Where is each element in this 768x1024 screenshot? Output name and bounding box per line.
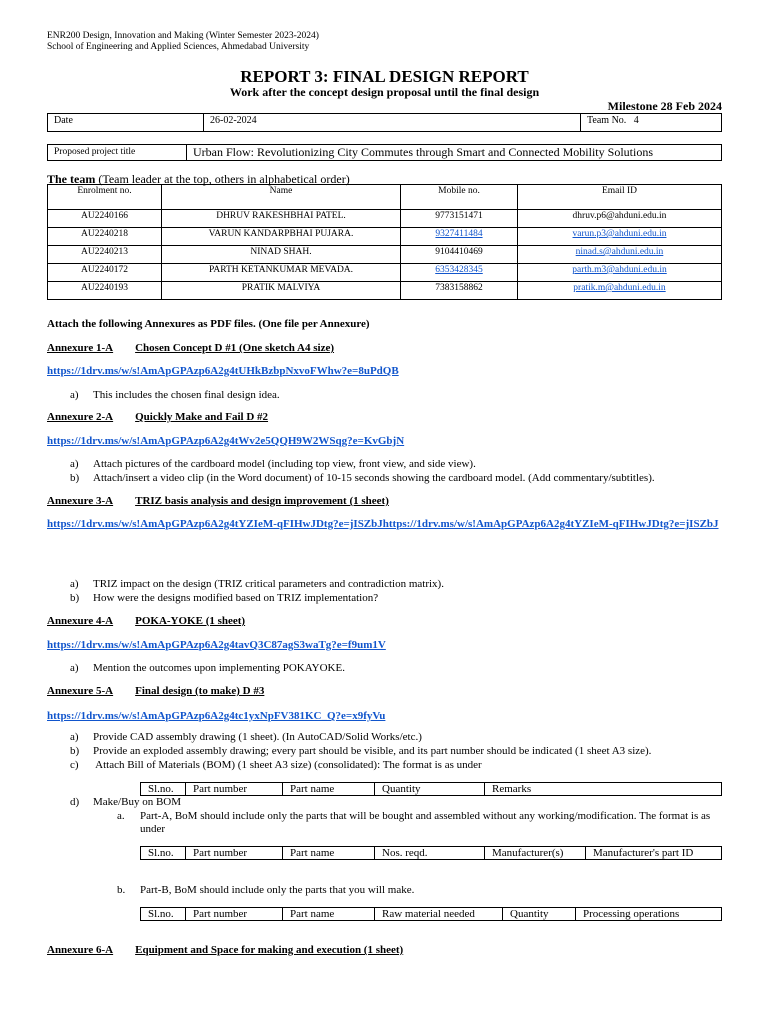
list-item: a) TRIZ impact on the design (TRIZ critical parameters and contradiction matrix). xyxy=(70,578,444,590)
list-item: c) Attach Bill of Materials (BOM) (1 sheet A3 size) (consolidated): The format is as under xyxy=(70,759,482,771)
team-no-cell xyxy=(581,114,722,132)
name-cell: NINAD SHAH. xyxy=(162,246,401,264)
list-item: b. Part-B, BoM should include only the parts that you will make. xyxy=(117,884,415,896)
enrolment-cell: AU2240193 xyxy=(48,282,162,300)
bom-col: Part number xyxy=(186,847,283,860)
bom-col: Sl.no. xyxy=(141,783,186,796)
annexure-number: Annexure 3-A xyxy=(47,495,114,507)
list-item: b) Attach/insert a video clip (in the Word document) of 10-15 seconds showing the cardboard model. (Add commentary/subtitles). xyxy=(70,472,655,484)
project-title-value: Urban Flow: Revolutionizing City Commutes through Smart and Connected Mobility Solutions xyxy=(187,145,722,161)
date-value: 26-02-2024 xyxy=(204,114,581,132)
email-cell xyxy=(518,264,722,282)
bom-col: Raw material needed xyxy=(375,908,503,921)
list-item: a) Mention the outcomes upon implementing POKAYOKE. xyxy=(70,662,345,674)
table-row xyxy=(141,783,722,796)
email-link[interactable]: pratik.m@ahduni.edu.in xyxy=(573,283,666,293)
mobile-cell: 9104410469 xyxy=(401,246,518,264)
bom-col: Part name xyxy=(283,783,375,796)
annexure-number: Annexure 4-A xyxy=(47,615,114,627)
report-subtitle: Work after the concept design proposal until the final design xyxy=(229,85,540,99)
annexure-title: Final design (to make) D #3 xyxy=(135,685,265,697)
email-cell xyxy=(518,282,722,300)
annexure-4a-heading xyxy=(47,615,245,627)
bom-format-table xyxy=(140,782,722,796)
annexure-6a-heading xyxy=(47,944,403,956)
bom-col: Manufacturer(s) xyxy=(485,847,586,860)
enrolment-cell: AU2240172 xyxy=(48,264,162,282)
list-item: a) This includes the chosen final design idea. xyxy=(70,389,280,401)
part-a-bom-table xyxy=(140,846,722,860)
course-name: ENR200 Design, Innovation and Making (Winter Semester 2023-2024) xyxy=(47,31,319,41)
phone-link[interactable]: 6353428345 xyxy=(435,265,483,275)
team-table xyxy=(47,184,722,300)
mobile-cell: 7383158862 xyxy=(401,282,518,300)
project-title-table xyxy=(47,144,722,161)
email-link[interactable]: ninad.s@ahduni.edu.in xyxy=(575,247,664,257)
col-email: Email ID xyxy=(518,185,722,210)
table-row xyxy=(48,228,722,246)
enrolment-cell: AU2240166 xyxy=(48,210,162,228)
email-link[interactable]: parth.m3@ahduni.edu.in xyxy=(572,265,667,275)
annexure-3a-link[interactable]: https://1drv.ms/w/s!AmApGPAzp6A2g4tYZIeM-qFIHwJDtg?e=jISZbJhttps://1drv.ms/w/s!AmApGPAzp6A2g4tYZIeM-qFIHwJDtg?e=jISZbJ xyxy=(47,518,719,530)
course-header xyxy=(47,31,319,53)
list-item: d) Make/Buy on BOM xyxy=(70,796,181,808)
annexure-4a-link[interactable]: https://1drv.ms/w/s!AmApGPAzp6A2g4tavQ3C87agS3waTg?e=f9um1V xyxy=(47,639,386,651)
annexure-1a-link[interactable]: https://1drv.ms/w/s!AmApGPAzp6A2g4tUHkBzbpNxvoFWhw?e=8uPdQB xyxy=(47,365,399,377)
part-b-bom-table xyxy=(140,907,722,921)
annexure-title: Chosen Concept D #1 (One sketch A4 size) xyxy=(135,342,335,354)
date-label: Date xyxy=(48,114,204,132)
email-cell xyxy=(518,246,722,264)
annexure-number: Annexure 2-A xyxy=(47,411,114,423)
enrolment-cell: AU2240218 xyxy=(48,228,162,246)
team-heading-bold: The team xyxy=(47,172,96,186)
table-row xyxy=(141,847,722,860)
annexure-number: Annexure 6-A xyxy=(47,944,114,956)
phone-link[interactable]: 9327411484 xyxy=(435,229,483,239)
name-cell: PRATIK MALVIYA xyxy=(162,282,401,300)
list-item: b) Provide an exploded assembly drawing; every part should be visible, and its part number should be indicated (1 sheet A3 size). xyxy=(70,745,652,757)
team-table-header xyxy=(48,185,722,210)
list-item: b) How were the designs modified based on TRIZ implementation? xyxy=(70,592,379,604)
annexure-title: Equipment and Space for making and execution (1 sheet) xyxy=(135,944,404,956)
annexure-title: Quickly Make and Fail D #2 xyxy=(135,411,269,423)
col-name: Name xyxy=(162,185,401,210)
report-title: REPORT 3: FINAL DESIGN REPORT xyxy=(240,67,529,86)
team-heading-note: (Team leader at the top, others in alphabetical order) xyxy=(98,172,350,186)
email-cell: dhruv.p6@ahduni.edu.in xyxy=(518,210,722,228)
bom-col: Sl.no. xyxy=(141,847,186,860)
enrolment-cell: AU2240213 xyxy=(48,246,162,264)
email-link[interactable]: varun.p3@ahduni.edu.in xyxy=(572,229,667,239)
annexure-title: POKA-YOKE (1 sheet) xyxy=(135,615,246,627)
mobile-cell xyxy=(401,228,518,246)
list-item: a) Attach pictures of the cardboard model (including top view, front view, and side view). xyxy=(70,458,476,470)
annexure-2a-heading xyxy=(47,411,268,423)
team-no-value: 4 xyxy=(633,115,639,126)
annexure-1a-heading xyxy=(47,342,334,354)
annexure-5a-heading xyxy=(47,685,264,697)
table-row xyxy=(48,282,722,300)
col-enrolment: Enrolment no. xyxy=(48,185,162,210)
milestone-date: Milestone 28 Feb 2024 xyxy=(607,99,722,113)
mobile-cell: 9773151471 xyxy=(401,210,518,228)
bom-col: Processing operations xyxy=(576,908,722,921)
list-item: a. Part-A, BoM should include only the parts that will be bought and assembled without any working/modification. The format is as under xyxy=(117,810,711,835)
table-row xyxy=(48,246,722,264)
mobile-cell xyxy=(401,264,518,282)
bom-col: Quantity xyxy=(375,783,485,796)
table-row xyxy=(48,264,722,282)
bom-col: Remarks xyxy=(485,783,722,796)
annexure-number: Annexure 5-A xyxy=(47,685,114,697)
annexure-2a-link[interactable]: https://1drv.ms/w/s!AmApGPAzp6A2g4tWv2e5QQH9W2WSqg?e=KvGbjN xyxy=(47,435,405,447)
bom-col: Manufacturer's part ID xyxy=(586,847,722,860)
team-no-label: Team No. xyxy=(587,115,627,126)
bom-col: Part name xyxy=(283,847,375,860)
col-mobile: Mobile no. xyxy=(401,185,518,210)
table-row xyxy=(141,908,722,921)
school-name: School of Engineering and Applied Sciences, Ahmedabad University xyxy=(47,42,310,52)
attach-note: Attach the following Annexures as PDF files. (One file per Annexure) xyxy=(47,318,370,330)
bom-col: Nos. reqd. xyxy=(375,847,485,860)
annexure-title: TRIZ basis analysis and design improvement (1 sheet) xyxy=(135,495,389,507)
bom-col: Quantity xyxy=(503,908,576,921)
name-cell: DHRUV RAKESHBHAI PATEL. xyxy=(162,210,401,228)
bom-col: Part name xyxy=(283,908,375,921)
bom-col: Part number xyxy=(186,783,283,796)
bom-col: Part number xyxy=(186,908,283,921)
bom-col: Sl.no. xyxy=(141,908,186,921)
date-team-table xyxy=(47,113,722,132)
annexure-5a-link[interactable]: https://1drv.ms/w/s!AmApGPAzp6A2g4tc1yxNpFV381KC_Q?e=x9fyVu xyxy=(47,710,386,722)
email-cell xyxy=(518,228,722,246)
name-cell: PARTH KETANKUMAR MEVADA. xyxy=(162,264,401,282)
annexure-3a-heading xyxy=(47,495,389,507)
name-cell: VARUN KANDARPBHAI PUJARA. xyxy=(162,228,401,246)
list-item: a) Provide CAD assembly drawing (1 sheet). (In AutoCAD/Solid Works/etc.) xyxy=(70,731,422,743)
table-row xyxy=(48,210,722,228)
project-title-label: Proposed project title xyxy=(48,145,187,161)
annexure-number: Annexure 1-A xyxy=(47,342,114,354)
